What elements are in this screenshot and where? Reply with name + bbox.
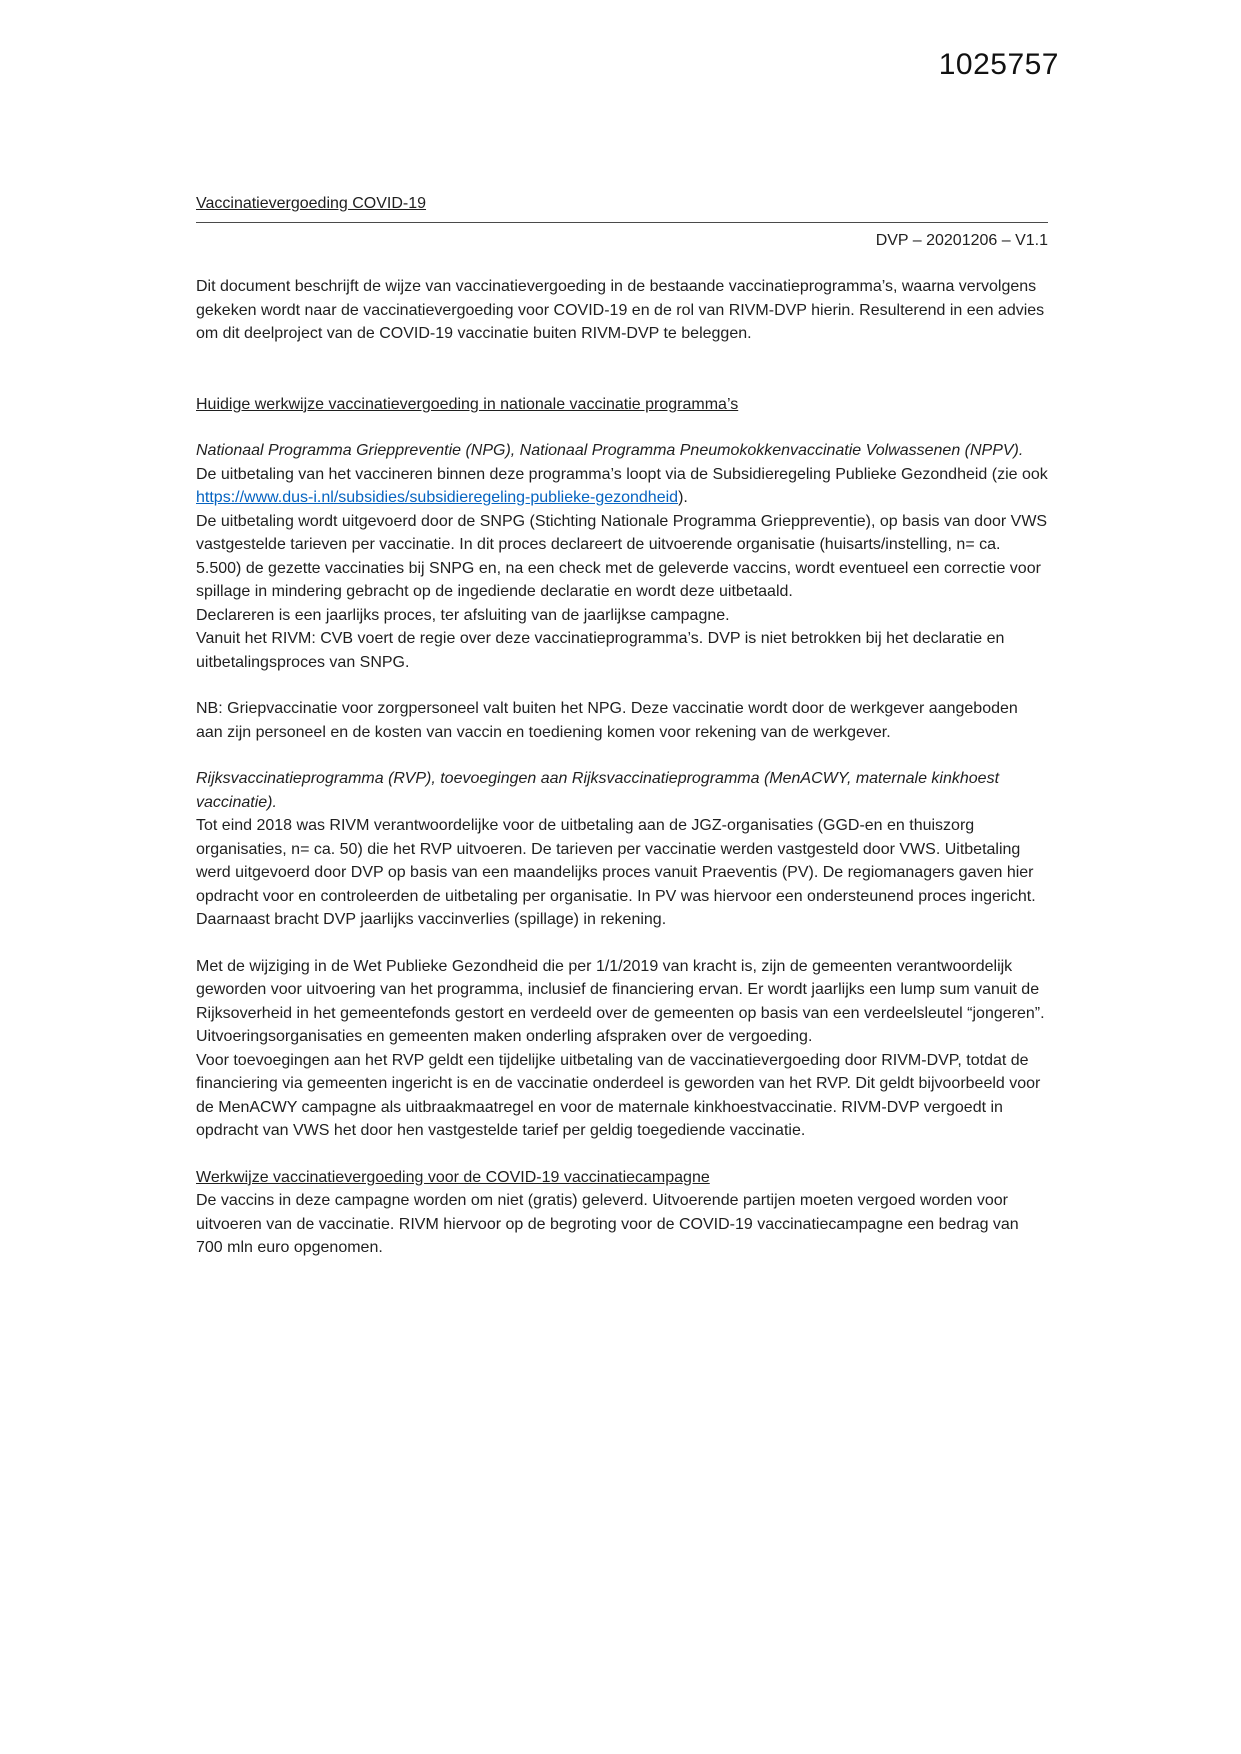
document-number-stamp: 1025757 [938,48,1059,81]
section-heading-huidige-werkwijze: Huidige werkwijze vaccinatievergoeding in nationale vaccinatie programma’s [196,395,739,413]
document-title: Vaccinatievergoeding COVID-19 [196,195,427,212]
document-header [196,192,1048,223]
text-after-link: ). [678,489,688,506]
paragraph-npg-uitbetaling [196,463,1048,510]
paragraph-wet-publieke-gezondheid: Met de wijziging in de Wet Publieke Gezondheid die per 1/1/2019 van kracht is, zijn de gemeenten verantwoordelijk geworden voor uitvoering van het programma, inclusief de financiering ervan. Er wordt jaarlijks een lump sum vanuit de Rijksoverheid in het gemeentefonds gestort en verdeeld over de gemeenten op basis van een verdeelsleutel “jongeren”. Uitvoeringsorganisaties en gemeenten maken onderling afspraken over de vergoeding. [196,957,1045,1045]
paragraph-covid19-vaccins: De vaccins in deze campagne worden om niet (gratis) geleverd. Uitvoerende partijen moeten vergoed worden voor uitvoeren van de vaccinatie. RIVM hiervoor op de begroting voor de COVID-19 vaccinatiecampagne een bedrag van 700 mln euro opgenomen. [196,1192,1019,1256]
paragraph-rivm-cvb: Vanuit het RIVM: CVB voert de regie over deze vaccinatieprogramma’s. DVP is niet betrokken bij het declaratie en uitbetalingsproces van SNPG. [196,630,1005,671]
intro-paragraph: Dit document beschrijft de wijze van vaccinatievergoeding in de bestaande vaccinatieprogramma’s, waarna vervolgens gekeken wordt naar de vaccinatievergoeding voor COVID-19 en de rol van RIVM-DVP hierin. Resulterend in een advies om dit deelproject van de COVID-19 vaccinatie buiten RIVM-DVP te beleggen. [196,278,1045,342]
paragraph-declareren: Declareren is een jaarlijks proces, ter afsluiting van de jaarlijkse campagne. [196,606,730,624]
version-label: DVP – 20201206 – V1.1 [875,231,1048,249]
text-before-link: De uitbetaling van het vaccineren binnen deze programma’s loopt via de Subsidieregeling Publieke Gezondheid (zie ook [196,465,1048,483]
section-heading-covid19-campagne: Werkwijze vaccinatievergoeding voor de COVID-19 vaccinatiecampagne [196,1168,710,1186]
paragraph-toevoegingen-rvp: Voor toevoegingen aan het RVP geldt een tijdelijke uitbetaling van de vaccinatievergoeding door RIVM-DVP, totdat de financiering via gemeenten ingericht is en de vaccinatie onderdeel is geworden van het RVP. Dit geldt bijvoorbeeld voor de MenACWY campagne als uitbraakmaatregel en voor de maternale kinkhoestvaccinatie. RIVM-DVP vergoedt in opdracht van VWS het door hen vastgestelde tarief per geldig toegediende vaccinatie. [196,1051,1041,1139]
document-body [196,192,1048,1260]
subheading-npg-nppv: Nationaal Programma Grieppreventie (NPG), Nationaal Programma Pneumokokkenvaccinatie Volwassenen (NPPV). [196,442,1024,459]
paragraph-nb-griepvaccinatie: NB: Griepvaccinatie voor zorgpersoneel valt buiten het NPG. Deze vaccinatie wordt door de werkgever aangeboden aan zijn personeel en de kosten van vaccin en toediening komen voor rekening van de werkgever. [196,700,1018,741]
paragraph-rvp-tot-2018: Tot eind 2018 was RIVM verantwoordelijke voor de uitbetaling aan de JGZ-organisaties (GGD-en en thuiszorg organisaties, n= ca. 50) die het RVP uitvoeren. De tarieven per vaccinatie werden vastgesteld door VWS. Uitbetaling werd uitgevoerd door DVP op basis van een maandelijks proces vanuit Praeventis (PV). De regiomanagers gaven hier opdracht voor en controleerden de uitbetaling per organisatie. In PV was hiervoor een ondersteunend proces ingericht. Daarnaast bracht DVP jaarlijks vaccinverlies (spillage) in rekening. [196,817,1036,928]
paragraph-snpg-proces: De uitbetaling wordt uitgevoerd door de SNPG (Stichting Nationale Programma Grieppreventie), op basis van door VWS vastgestelde tarieven per vaccinatie. In dit proces declareert de uitvoerende organisatie (huisarts/instelling, n= ca. 5.500) de gezette vaccinaties bij SNPG en, na een check met de geleverde vaccins, wordt eventueel een correctie voor spillage in mindering gebracht op de ingediende declaratie en wordt deze uitbetaald. [196,512,1048,600]
subheading-rvp: Rijksvaccinatieprogramma (RVP), toevoegingen aan Rijksvaccinatieprogramma (MenACWY, maternale kinkhoest vaccinatie). [196,770,1000,811]
subsidieregeling-link[interactable]: https://www.dus-i.nl/subsidies/subsidieregeling-publieke-gezondheid [196,489,679,506]
